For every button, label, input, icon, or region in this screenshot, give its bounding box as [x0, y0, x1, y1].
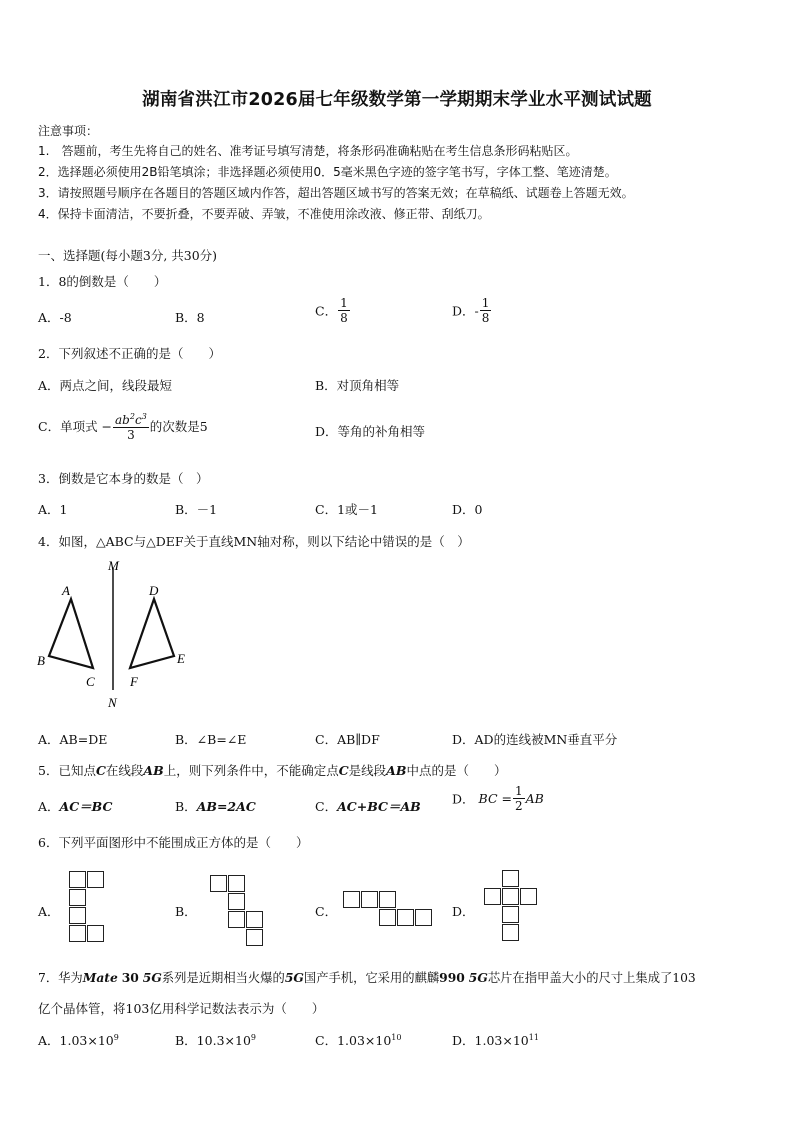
notice-item-4: 4．保持卡面清洁，不要折叠，不要弄破、弄皱，不准使用涂改液、修正带、刮纸刀。	[38, 207, 490, 221]
q2-option-d: D．等角的补角相等	[315, 424, 426, 439]
net-square	[502, 924, 519, 941]
q4-option-a: A．AB=DE	[38, 732, 108, 747]
fraction-denominator: 8	[340, 311, 348, 325]
q6-net-b	[210, 875, 270, 950]
label-n: N	[108, 695, 117, 710]
q7-text: 系列是近期相当火爆的	[161, 971, 285, 985]
net-square	[69, 871, 86, 888]
net-square	[415, 909, 432, 926]
q1-option-d	[452, 296, 492, 325]
q7-text-5g: 5G	[284, 970, 304, 985]
label-b: B	[37, 653, 45, 668]
option-exponent: 9	[250, 1032, 256, 1042]
net-square	[69, 925, 86, 942]
q2-option-c-post: 的次数是5	[149, 419, 208, 434]
fraction-numerator: 1	[340, 296, 348, 310]
q2-option-c-fraction	[113, 410, 149, 442]
q3-option-b: B．－1	[175, 502, 218, 517]
fraction-numerator: 1	[481, 296, 490, 310]
net-square	[397, 909, 414, 926]
label-c: C	[86, 674, 95, 689]
q5-stem-segment-ab: AB	[143, 763, 164, 778]
option-base: B．10.3×10	[175, 1033, 251, 1048]
q6-net-c	[343, 891, 438, 931]
q3-option-c: C．1或－1	[315, 502, 378, 517]
net-square	[379, 909, 396, 926]
symmetry-figure	[30, 556, 205, 716]
net-square	[502, 888, 519, 905]
fraction-numerator: 1	[514, 784, 523, 798]
option-base: D．1.03×10	[452, 1033, 529, 1048]
q7-option-a	[38, 1031, 119, 1049]
q7-stem-line-2: 亿个晶体管，将103亿用科学记数法表示为（ ）	[38, 1001, 325, 1016]
net-square	[87, 925, 104, 942]
q2-option-c-pre: C．单项式 −	[38, 419, 113, 434]
q6-option-d: D．	[452, 904, 475, 919]
q7-stem-line-1	[38, 968, 696, 986]
q5-stem-part: 在线段	[105, 763, 144, 778]
q4-option-d: D．AD的连线被MN垂直平分	[452, 732, 618, 747]
q5-option-d-fraction	[513, 784, 525, 813]
label-f: F	[130, 674, 138, 689]
option-expression: AC＝BC	[59, 799, 113, 814]
q7-text-5g: 5G	[468, 970, 488, 985]
net-square	[502, 906, 519, 923]
numerator-c: c	[134, 413, 142, 427]
section-title: 一、选择题(每小题3分, 共30分)	[38, 248, 218, 263]
q7-option-c	[315, 1031, 401, 1049]
q6-stem: 6．下列平面图形中不能围成正方体的是（ ）	[38, 835, 309, 850]
q5-option-a	[38, 797, 112, 815]
q6-option-b: B．	[175, 904, 197, 919]
net-square	[343, 891, 360, 908]
q6-option-a: A．	[38, 904, 60, 919]
numerator-exp-1: 2	[129, 412, 135, 421]
q7-text-990: 990	[439, 970, 465, 985]
net-square	[361, 891, 378, 908]
option-exponent: 10	[391, 1032, 402, 1042]
net-square	[502, 870, 519, 887]
notice-item-2: 2．选择题必须使用2B铅笔填涂；非选择题必须使用0．5毫米黑色字迹的签字笔书写，字体工整、笔迹清楚。	[38, 165, 617, 179]
q5-option-b	[175, 797, 256, 815]
q7-text: 国产手机，它采用的麒麟	[303, 971, 440, 985]
triangle-def	[130, 599, 174, 668]
q2-stem: 2．下列叙述不正确的是（ ）	[38, 346, 221, 361]
option-expression-rhs: AB	[525, 791, 544, 806]
option-expression-lhs: BC =	[478, 791, 512, 806]
option-label: B．	[175, 799, 197, 814]
q3-option-a: A．1	[38, 502, 68, 517]
option-exponent: 9	[113, 1032, 119, 1042]
net-square	[69, 907, 86, 924]
q5-option-d	[452, 784, 544, 813]
q2-option-b: B．对顶角相等	[315, 378, 400, 393]
fraction-denominator: 8	[481, 311, 490, 325]
q2-option-a: A．两点之间，线段最短	[38, 378, 173, 393]
q7-text-30: 30	[121, 970, 139, 985]
q1-stem: 1．8的倒数是（ ）	[38, 274, 167, 289]
q7-text: 7．华为	[38, 971, 83, 985]
label-d: D	[149, 583, 159, 598]
q1-option-c	[315, 296, 351, 325]
option-label: C．	[315, 799, 338, 814]
q1-option-b: B．8	[175, 310, 205, 325]
option-label: A．	[38, 799, 60, 814]
net-square	[210, 875, 227, 892]
net-square	[246, 929, 263, 946]
net-square	[228, 875, 245, 892]
fraction-denominator: 3	[127, 428, 135, 442]
q7-text-mate: Mate	[82, 970, 118, 985]
option-exponent: 11	[528, 1032, 539, 1042]
notice-item-1: 1. 答题前，考生先将自己的姓名、准考证号填写清楚，将条形码准确粘贴在考生信息条形码粘贴区。	[38, 144, 578, 158]
q1-option-d-label: D．-	[452, 303, 479, 319]
net-square	[87, 871, 104, 888]
option-base: A．1.03×10	[38, 1033, 114, 1048]
option-label: D．	[452, 791, 475, 807]
q5-stem-point-c: C	[338, 763, 349, 778]
q5-stem-point-c: C	[95, 763, 106, 778]
numerator-exp-2: 3	[141, 412, 147, 421]
q5-stem-part: 上，则下列条件中，不能确定点	[163, 763, 339, 778]
net-square	[246, 911, 263, 928]
net-square	[228, 893, 245, 910]
q4-stem: 4．如图，△ABC与△DEF关于直线MN轴对称，则以下结论中错误的是（ ）	[38, 534, 470, 549]
notice-item-3: 3．请按照题号顺序在各题目的答题区域内作答，超出答题区域书写的答案无效；在草稿纸、试题卷上答题无效。	[38, 186, 634, 200]
option-base: C．1.03×10	[315, 1033, 392, 1048]
label-a: A	[62, 583, 70, 598]
fraction-denominator: 2	[514, 799, 523, 813]
q1-option-c-label: C．	[315, 303, 338, 319]
net-square	[379, 891, 396, 908]
q5-stem	[38, 761, 506, 779]
net-square	[520, 888, 537, 905]
q4-option-b: B．∠B=∠E	[175, 732, 247, 747]
q1-option-c-fraction	[338, 296, 350, 325]
q7-text-5g: 5G	[142, 970, 162, 985]
label-m: M	[108, 558, 119, 573]
q2-option-c	[38, 410, 208, 442]
q5-stem-part: 中点的是（ ）	[406, 763, 507, 778]
net-square	[484, 888, 501, 905]
q6-option-c: C．	[315, 904, 338, 919]
q6-net-a	[69, 871, 109, 951]
triangle-abc	[49, 599, 93, 668]
q5-stem-segment-ab: AB	[386, 763, 407, 778]
q1-option-d-fraction	[480, 296, 492, 325]
page-title: 湖南省洪江市2026届七年级数学第一学期期末学业水平测试试题	[142, 90, 652, 110]
option-expression: AC+BC＝AB	[337, 799, 421, 814]
notice-heading: 注意事项：	[38, 124, 99, 138]
q7-option-d	[452, 1031, 539, 1049]
q5-option-c	[315, 797, 421, 815]
label-e: E	[177, 651, 185, 666]
q3-option-d: D．0	[452, 502, 483, 517]
q1-option-a: A．-8	[38, 310, 72, 325]
q5-stem-part: 是线段	[348, 763, 387, 778]
fraction-numerator	[113, 410, 149, 428]
net-square	[228, 911, 245, 928]
net-square	[69, 889, 86, 906]
q3-stem: 3．倒数是它本身的数是（ ）	[38, 471, 209, 486]
option-expression: AB=2AC	[196, 799, 256, 814]
q7-text: 芯片在指甲盖大小的尺寸上集成了103	[487, 971, 696, 985]
q7-option-b	[175, 1031, 256, 1049]
q6-net-d	[484, 870, 539, 950]
numerator-ab: ab	[115, 413, 130, 427]
q4-option-c: C．AB∥DF	[315, 732, 380, 747]
q5-stem-part: 5．已知点	[38, 763, 96, 778]
